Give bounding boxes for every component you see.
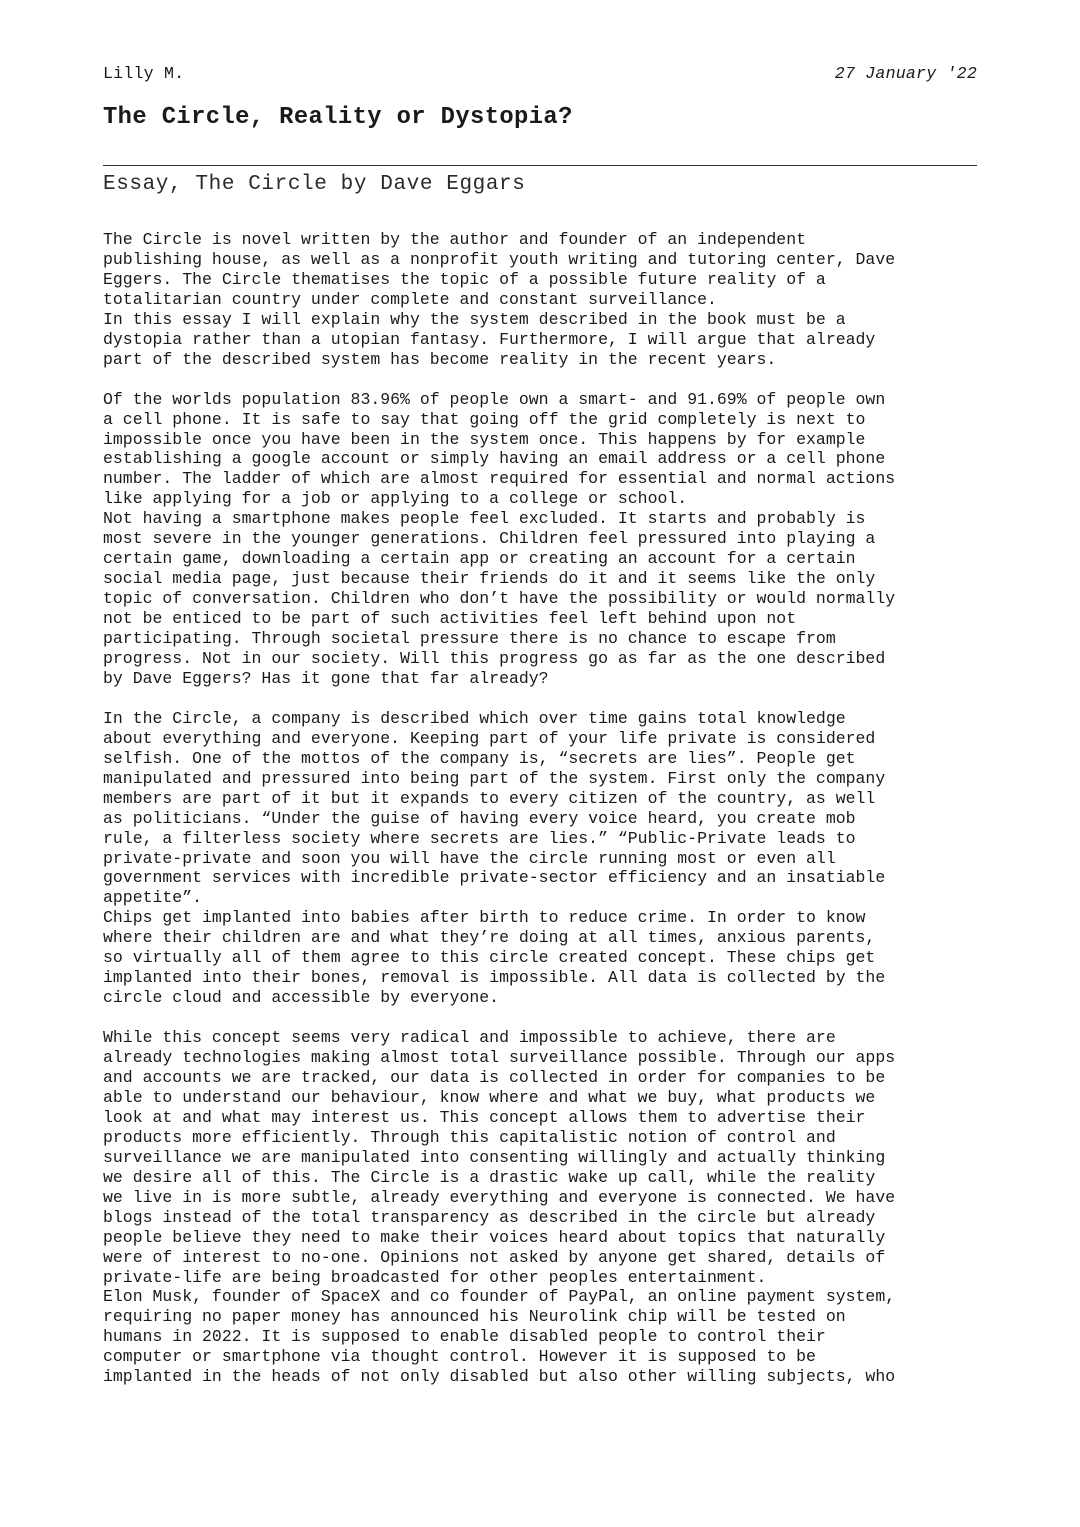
- paragraph-surveillance: While this concept seems very radical and impossible to achieve, there are already technologies making almost total surveillance possible. Through our apps and accounts we are tracked, our data is collected in order for companies to be able to understand our behaviour, know where and what we buy, what products we look at and what may interest us. This concept allows them to advertise their products more efficiently. Through this capitalistic notion of control and surveillance we are manipulated into consenting willingly and actually thinking we desire all of this. The Circle is a drastic wake up call, while the reality we live in is more subtle, already everything and everyone is connected. We have blogs instead of the total transparency as described in the circle but already people believe they need to make their voices heard about topics that naturally were of interest to no-one. Opinions not asked by anyone get shared, details of private-life are being broadcasted for other peoples entertainment. Elon Musk, founder of SpaceX and co founder of PayPal, an online payment system, requiring no paper money has announced his Neurolink chip will be tested on humans in 2022. It is supposed to enable disabled people to control their computer or smartphone via thought control. However it is supposed to be implanted in the heads of not only disabled but also other willing subjects, who: [103, 1028, 896, 1387]
- essay-subtitle: Essay, The Circle by Dave Eggars: [103, 173, 526, 196]
- document-header: [103, 64, 977, 86]
- essay-body: [103, 230, 1003, 1387]
- paragraph-intro: The Circle is novel written by the author and founder of an independent publishing house, as well as a nonprofit youth writing and tutoring center, Dave Eggers. The Circle thematises the topic of a possible future reality of a totalitarian country under complete and constant surveillance. In this essay I will explain why the system described in the book must be a dystopia rather than a utopian fantasy. Furthermore, I will argue that already part of the described system has become reality in the recent years.: [103, 230, 896, 369]
- essay-title: The Circle, Reality or Dystopia?: [103, 104, 573, 131]
- paragraph-circle-company: In the Circle, a company is described which over time gains total knowledge about everything and everyone. Keeping part of your life private is considered selfish. One of the mottos of the company is, “secrets are lies”. People get manipulated and pressured into being part of the system. First only the company members are part of it but it expands to every citizen of the country, as well as politicians. “Under the guise of having every voice heard, you create mob rule, a filterless society where secrets are lies.” “Public-Private leads to private-private and soon you will have the circle running most or even all government services with incredible private-sector efficiency and an insatiable appetite”. Chips get implanted into babies after birth to reduce crime. In order to know where their children are and what they’re doing at all times, anxious parents, so virtually all of them agree to this circle created concept. These chips get implanted into their bones, removal is impossible. All data is collected by the circle cloud and accessible by everyone.: [103, 708, 886, 1008]
- paragraph-smartphones: Of the worlds population 83.96% of people own a smart- and 91.69% of people own a cell phone. It is safe to say that going off the grid completely is next to impossible once you have been in the system once. This happens by for example establishing a google account or simply having an email address or a cell phone number. The ladder of which are almost required for essential and normal actions like applying for a job or applying to a college or school. Not having a smartphone makes people feel excluded. It starts and probably is most severe in the younger generations. Children feel pressured into playing a certain game, downloading a certain app or creating an account for a certain social media page, just because their friends do it and it seems like the only topic of conversation. Children who don’t have the possibility or would normally not be enticed to be part of such activities feel left behind upon not participating. Through societal pressure there is no chance to escape from progress. Not in our society. Will this progress go as far as the one described by Dave Eggers? Has it gone that far already?: [103, 389, 896, 688]
- document-date: 27 January '22: [834, 64, 977, 83]
- title-divider: [103, 165, 977, 166]
- author-name: Lilly M.: [103, 64, 185, 83]
